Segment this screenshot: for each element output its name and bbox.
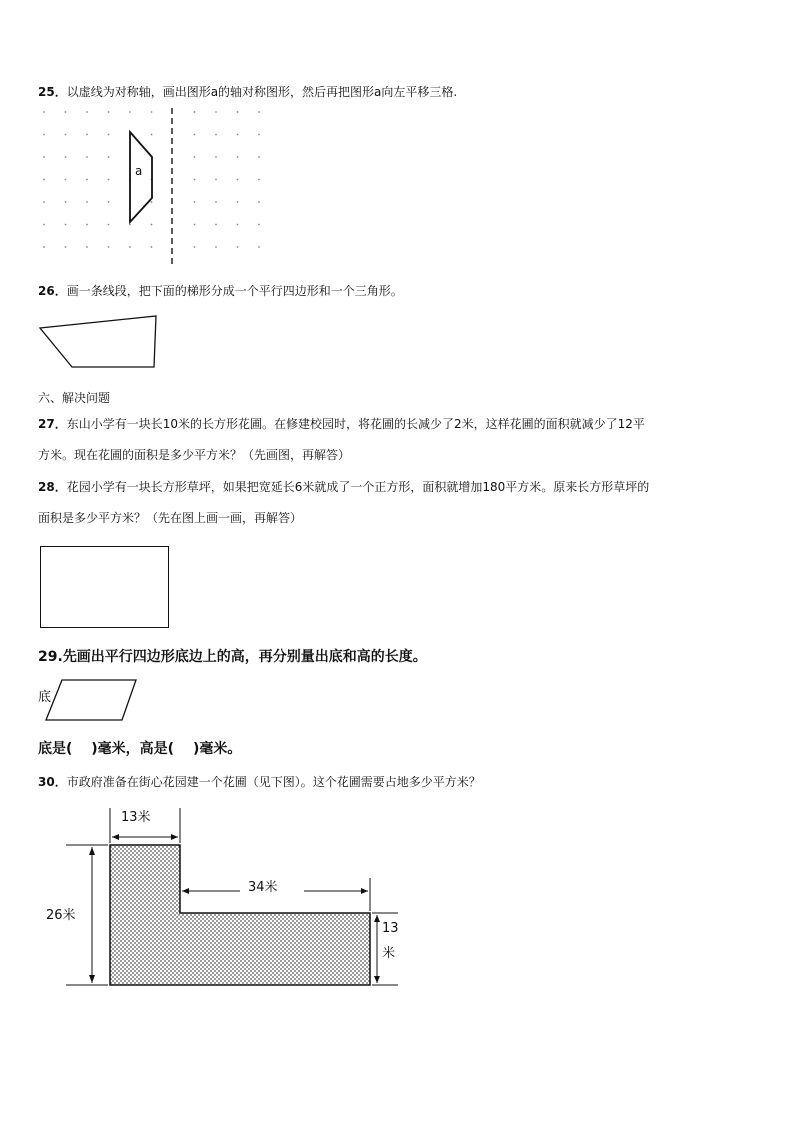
dim-label-middle: 34米 — [248, 880, 278, 895]
question-text: 东山小学有一块长10米的长方形花圃。在修建校园时，将花圃的长减少了2米，这样花圃的面积就减少了12平 — [66, 417, 645, 431]
question-number: 29. — [38, 649, 63, 665]
question-number: 27． — [38, 417, 67, 431]
question-text: 花园小学有一块长方形草坪，如果把宽延长6米就成了一个正方形，面积就增加180平方米。原来长方形草坪的 — [66, 480, 650, 494]
dim-label-right-number: 13 — [382, 921, 399, 936]
question-number: 28． — [38, 480, 67, 494]
question-number: 26． — [38, 284, 67, 298]
question-text: 先画出平行四边形底边上的高，再分别量出底和高的长度。 — [62, 649, 427, 665]
garden-shape — [110, 845, 370, 985]
dim-label-right-unit: 米 — [382, 946, 396, 961]
section-title: 六、解决问题 — [38, 391, 111, 405]
dim-label-top: 13米 — [121, 810, 151, 825]
dim-label-left: 26米 — [46, 908, 76, 923]
question-number: 30． — [38, 775, 67, 789]
figure-a-label: a — [135, 164, 143, 178]
base-label: 底 — [38, 690, 52, 705]
question-text: 画一条线段，把下面的梯形分成一个平行四边形和一个三角形。 — [66, 284, 403, 298]
answer-line: 底是( )毫米，高是( )毫米。 — [38, 741, 242, 757]
question-text: 市政府准备在街心花园建一个花圃（见下图）。这个花圃需要占地多少平方米？ — [66, 775, 481, 789]
question-number: 25． — [38, 85, 67, 99]
question-text: 以虚线为对称轴，画出图形a的轴对称图形，然后再把图形a向左平移三格. — [66, 85, 458, 99]
question-27-line-2: 方米。现在花圃的面积是多少平方米？（先画图，再解答） — [38, 448, 351, 462]
question-28-line-2: 面积是多少平方米？（先在图上画一画，再解答） — [38, 511, 303, 525]
